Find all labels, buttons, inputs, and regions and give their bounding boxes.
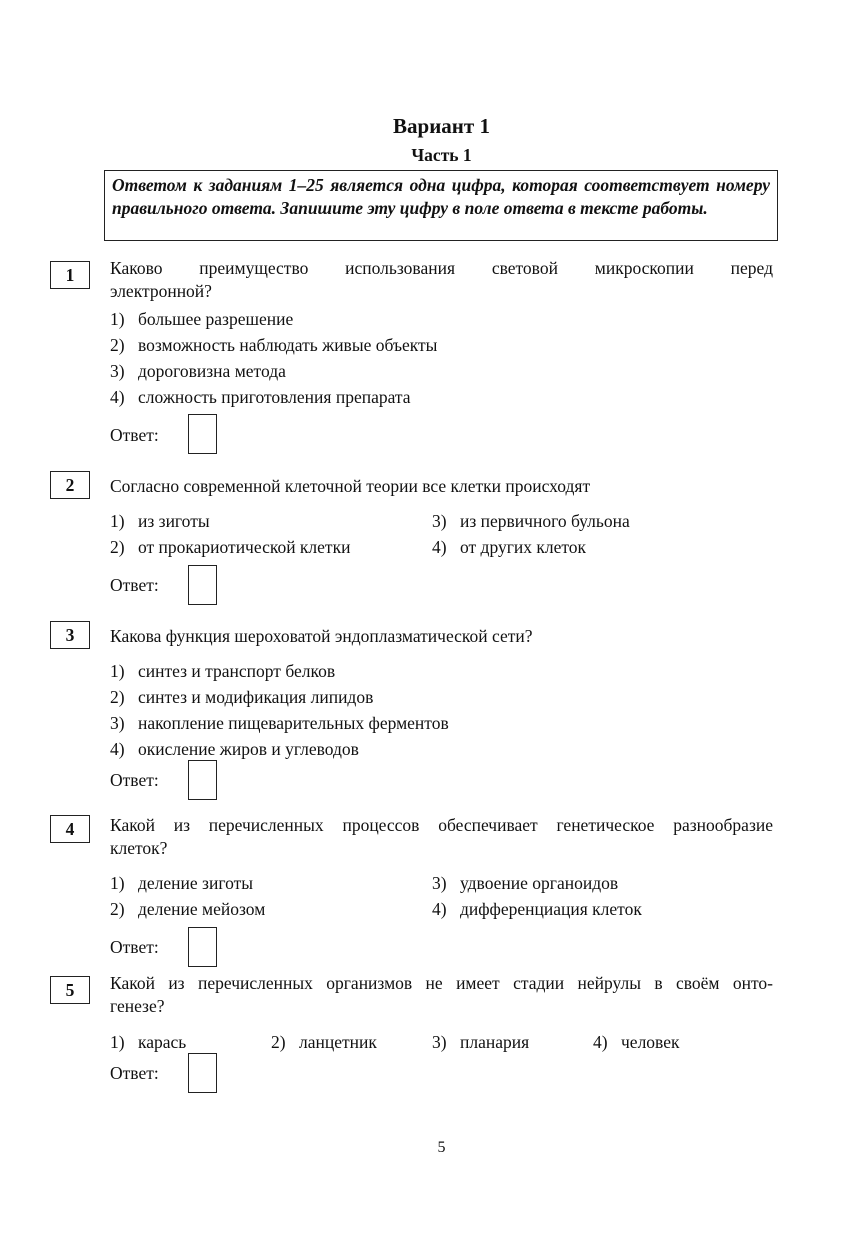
answer-label-5: Ответ:: [110, 1063, 159, 1083]
instruction-box: Ответом к заданиям 1–25 является одна цифра, которая соответствует номеру правильного ответа. Запишите эту цифру в поле ответа в тексте работы.: [104, 170, 778, 241]
option-text: большее разрешение: [138, 309, 294, 329]
question-number-5: 5: [50, 976, 90, 1004]
option-5-4: [593, 1031, 679, 1053]
option-1-2: [110, 334, 437, 356]
option-text: дифференциация клеток: [460, 899, 642, 919]
answer-label-1: Ответ:: [110, 425, 159, 445]
question-text-1-line2: электронной?: [110, 281, 212, 301]
option-text: сложность приготовления препарата: [138, 387, 411, 407]
variant-title: Вариант 1: [393, 114, 490, 138]
question-text-4-line1: Какой из перечисленных процессов обеспечивает генетическое разнообразие: [110, 815, 773, 835]
option-3-2: [110, 686, 373, 708]
answer-label-4: Ответ:: [110, 937, 159, 957]
answer-box-3[interactable]: [188, 760, 217, 800]
option-number: 3): [110, 713, 125, 733]
question-text-5-line2: генезе?: [110, 996, 165, 1016]
option-text: карась: [138, 1032, 187, 1052]
option-text: синтез и модификация липидов: [138, 687, 374, 707]
question-text-4-line2: клеток?: [110, 838, 168, 858]
option-number: 3): [110, 361, 125, 381]
option-number: 4): [593, 1032, 608, 1052]
option-1-3: [110, 360, 286, 382]
part-title: Часть 1: [411, 145, 472, 165]
option-number: 4): [110, 739, 125, 759]
option-5-1: [110, 1031, 186, 1053]
option-number: 4): [432, 537, 447, 557]
option-3-1: [110, 660, 335, 682]
option-number: 1): [110, 511, 125, 531]
option-text: удвоение органоидов: [460, 873, 619, 893]
option-number: 2): [271, 1032, 286, 1052]
page-number: 5: [437, 1139, 446, 1156]
option-2-4: [432, 536, 586, 558]
option-number: 2): [110, 899, 125, 919]
option-number: 3): [432, 511, 447, 531]
option-number: 4): [110, 387, 125, 407]
answer-label-3: Ответ:: [110, 770, 159, 790]
option-3-3: [110, 712, 449, 734]
option-text: синтез и транспорт белков: [138, 661, 336, 681]
option-text: дороговизна метода: [138, 361, 286, 381]
answer-label-2: Ответ:: [110, 575, 159, 595]
option-number: 1): [110, 309, 125, 329]
option-text: деление мейозом: [138, 899, 266, 919]
option-number: 4): [432, 899, 447, 919]
question-number-1: 1: [50, 261, 90, 289]
option-text: от других клеток: [460, 537, 587, 557]
option-4-3: [432, 872, 618, 894]
option-2-3: [432, 510, 630, 532]
option-text: из первичного бульона: [460, 511, 630, 531]
question-text-2: Согласно современной клеточной теории все клетки происходят: [110, 476, 591, 496]
option-number: 2): [110, 687, 125, 707]
option-number: 2): [110, 335, 125, 355]
option-text: планария: [460, 1032, 530, 1052]
option-4-4: [432, 898, 642, 920]
option-number: 3): [432, 873, 447, 893]
option-text: человек: [621, 1032, 680, 1052]
option-4-2: [110, 898, 265, 920]
option-text: деление зиготы: [138, 873, 253, 893]
option-number: 2): [110, 537, 125, 557]
option-number: 1): [110, 1032, 125, 1052]
option-2-2: [110, 536, 350, 558]
question-text-5-line1: Какой из перечисленных организмов не имеет стадии нейрулы в своём онто-: [110, 973, 773, 993]
answer-box-5[interactable]: [188, 1053, 217, 1093]
option-1-1: [110, 308, 293, 330]
option-text: окисление жиров и углеводов: [138, 739, 359, 759]
option-4-1: [110, 872, 253, 894]
question-text-3: Какова функция шероховатой эндоплазматической сети?: [110, 626, 533, 646]
question-number-3: 3: [50, 621, 90, 649]
option-number: 3): [432, 1032, 447, 1052]
option-2-1: [110, 510, 210, 532]
option-text: от прокариотической клетки: [138, 537, 351, 557]
answer-box-4[interactable]: [188, 927, 217, 967]
option-number: 1): [110, 661, 125, 681]
answer-box-2[interactable]: [188, 565, 217, 605]
option-number: 1): [110, 873, 125, 893]
question-text-1-line1: Каково преимущество использования световой микроскопии перед: [110, 258, 773, 278]
option-text: накопление пищеварительных ферментов: [138, 713, 449, 733]
option-3-4: [110, 738, 359, 760]
option-1-4: [110, 386, 411, 408]
option-text: ланцетник: [299, 1032, 377, 1052]
question-number-4: 4: [50, 815, 90, 843]
option-text: возможность наблюдать живые объекты: [138, 335, 438, 355]
option-5-3: [432, 1031, 529, 1053]
option-text: из зиготы: [138, 511, 210, 531]
question-number-2: 2: [50, 471, 90, 499]
answer-box-1[interactable]: [188, 414, 217, 454]
option-5-2: [271, 1031, 377, 1053]
